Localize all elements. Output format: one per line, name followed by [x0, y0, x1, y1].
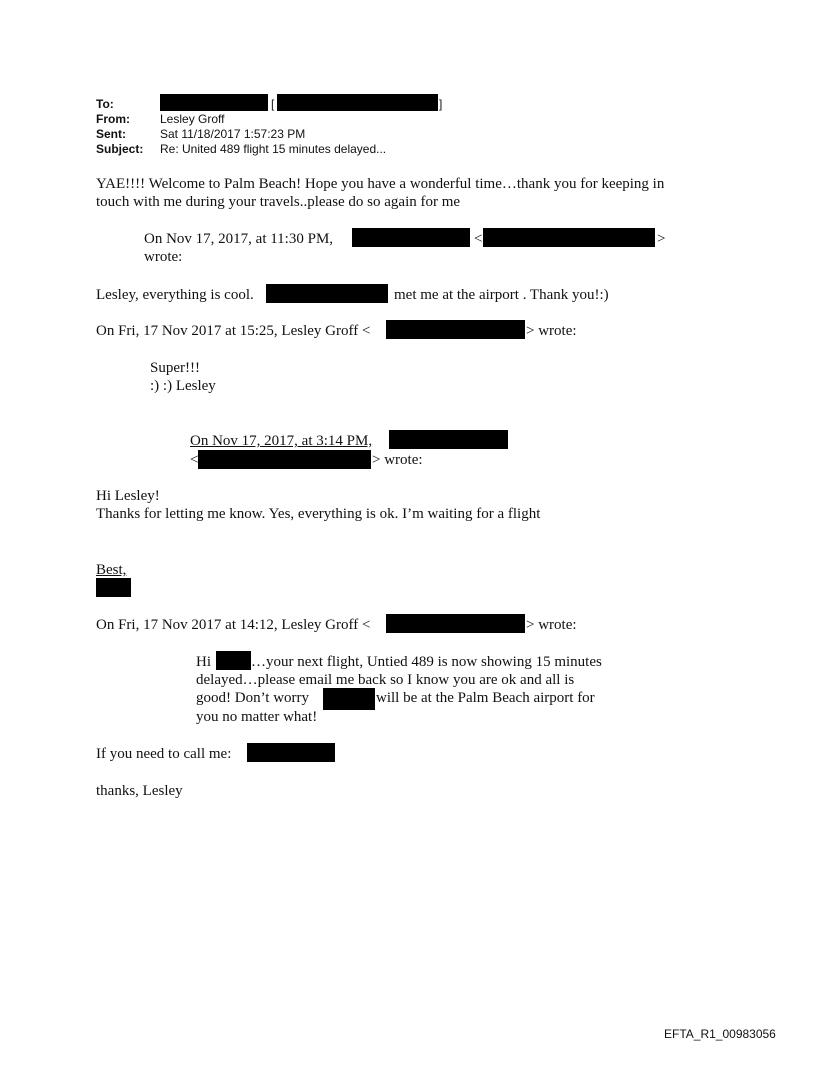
best-line: Best, — [96, 562, 127, 578]
redaction-q3-email — [198, 450, 371, 469]
quote4-line-3b: will be at the Palm Beach airport for — [376, 690, 595, 706]
smiley-line: :) :) Lesley — [150, 378, 216, 394]
redaction-q1-name — [352, 228, 470, 247]
to-bracket-open: [ — [271, 97, 275, 111]
redaction-q1-email — [483, 228, 655, 247]
quote4-attribution: On Fri, 17 Nov 2017 at 14:12, Lesley Groff < — [96, 617, 371, 633]
redaction-q4-email — [386, 614, 525, 633]
redaction-q4-name — [323, 688, 375, 710]
redaction-q2-email — [386, 320, 525, 339]
message2-part-b: met me at the airport . Thank you!:) — [394, 287, 609, 303]
document-id: EFTA_R1_00983056 — [664, 1027, 776, 1041]
message2-part-a: Lesley, everything is cool. — [96, 287, 254, 303]
redaction-to-email — [277, 94, 438, 111]
call-line: If you need to call me: — [96, 746, 232, 762]
quote4-wrote: > wrote: — [526, 617, 577, 633]
quote2-attribution: On Fri, 17 Nov 2017 at 15:25, Lesley Groff < — [96, 323, 371, 339]
redaction-q4-recipient — [216, 651, 251, 670]
redaction-phone — [247, 743, 335, 762]
quote4-line-2: delayed…please email me back so I know you are ok and all is — [196, 672, 575, 688]
from-label: From: — [96, 112, 130, 126]
signoff-line: thanks, Lesley — [96, 783, 183, 799]
quote3-attribution: On Nov 17, 2017, at 3:14 PM, — [190, 433, 373, 449]
quote4-line-1: …your next flight, Untied 489 is now showing 15 minutes — [251, 654, 602, 670]
quote2-wrote: > wrote: — [526, 323, 577, 339]
quote3-lt: < — [190, 452, 199, 468]
quote1-lt: < — [474, 231, 483, 247]
redaction-q3-name — [389, 430, 508, 449]
sent-label: Sent: — [96, 127, 126, 141]
quote4-line-4: you no matter what! — [196, 709, 318, 725]
redaction-signature — [96, 578, 131, 597]
hi-lesley: Hi Lesley! — [96, 488, 160, 504]
quote1-attribution: On Nov 17, 2017, at 11:30 PM, — [144, 231, 334, 247]
redaction-to-name — [160, 94, 268, 111]
to-bracket-close: ] — [439, 97, 443, 111]
subject-value: Re: United 489 flight 15 minutes delayed... — [160, 142, 387, 156]
sent-value: Sat 11/18/2017 1:57:23 PM — [160, 127, 306, 141]
to-label: To: — [96, 97, 114, 111]
quote4-line-3a: good! Don’t worry — [196, 690, 310, 706]
redaction-p2-name — [266, 284, 388, 303]
subject-label: Subject: — [96, 142, 144, 156]
reply-line-2: touch with me during your travels..please do so again for me — [96, 194, 461, 210]
quote1-wrote: wrote: — [144, 249, 183, 265]
quote4-hi: Hi — [196, 654, 211, 670]
reply-line-1: YAE!!!! Welcome to Palm Beach! Hope you have a wonderful time…thank you for keeping in — [96, 176, 665, 192]
super-line: Super!!! — [150, 360, 200, 376]
quote1-gt: > — [657, 231, 666, 247]
thanks-line: Thanks for letting me know. Yes, everything is ok. I’m waiting for a flight — [96, 506, 541, 522]
from-value: Lesley Groff — [160, 112, 225, 126]
quote3-wrote: > wrote: — [372, 452, 423, 468]
